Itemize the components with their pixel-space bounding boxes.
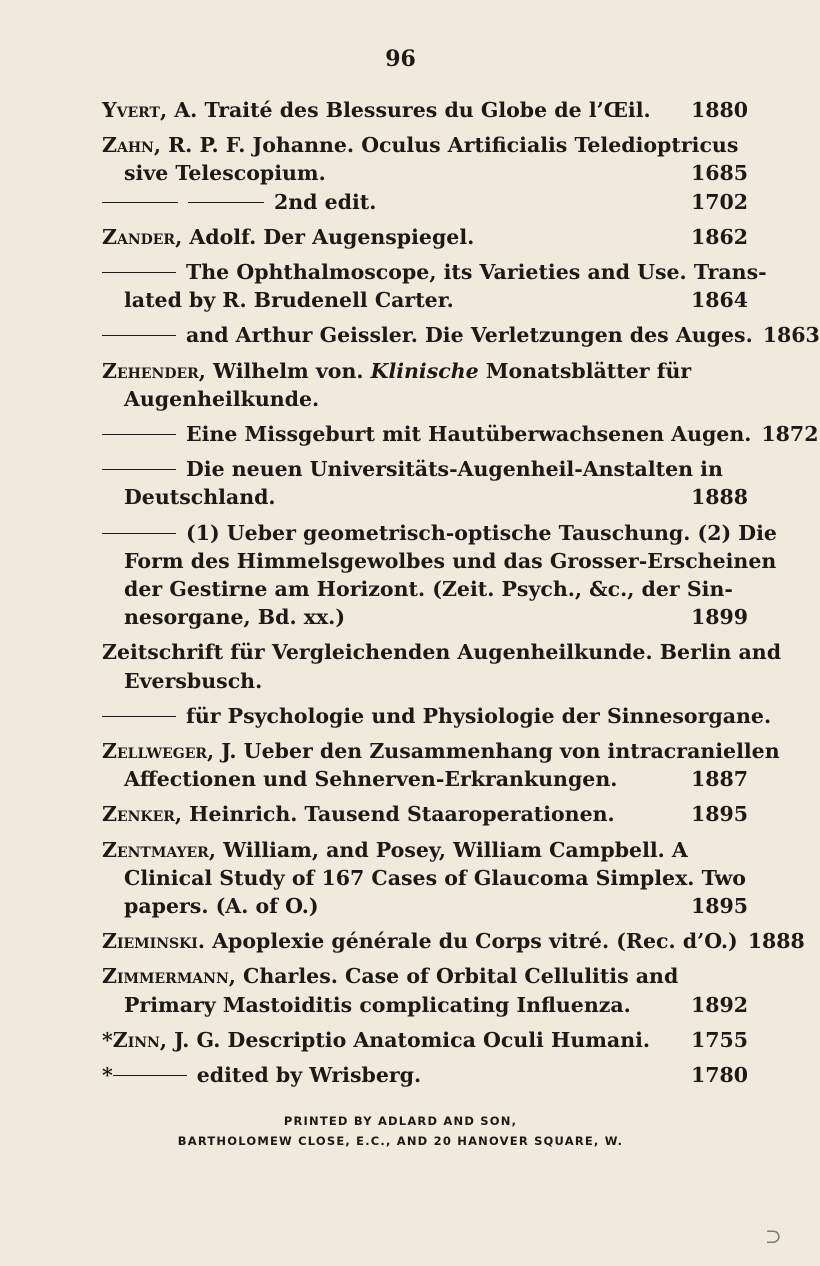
entry-year: 1862 xyxy=(690,224,748,249)
entry-line xyxy=(102,800,748,828)
entry-author: Zahn xyxy=(102,133,154,158)
entry-text xyxy=(102,836,738,864)
entry-author: Zander xyxy=(102,224,176,249)
entry-line xyxy=(102,892,748,920)
entry-author: Zinn xyxy=(112,1027,160,1052)
entry-line xyxy=(102,575,748,603)
bibliography-entry xyxy=(102,1026,748,1054)
entry-line xyxy=(102,159,748,187)
bibliography-entry xyxy=(102,223,748,251)
entry-text xyxy=(124,667,738,695)
ditto-dash xyxy=(102,457,186,481)
entry-text xyxy=(102,420,751,448)
entry-text xyxy=(102,357,738,385)
entry-year: 1888 xyxy=(690,485,748,510)
entry-author: Zimmermann xyxy=(102,964,229,989)
bibliography-entry xyxy=(102,258,767,314)
imprint-line-2: BARTHOLOMEW CLOSE, E.C., AND 20 HANOVER SQUARE, W. xyxy=(177,1134,624,1148)
ditto-dash xyxy=(102,260,186,284)
entry-line xyxy=(102,836,748,864)
entry-title: , A. Traité des Blessures du Globe de l’Œil. xyxy=(159,98,651,122)
bibliography-entry xyxy=(102,357,748,413)
entry-text-content: Form des Himmelsgewolbes und das Grosser-Erscheinen xyxy=(124,548,777,573)
entry-year: 1702 xyxy=(690,189,748,214)
entry-year: 1895 xyxy=(690,802,748,827)
entry-text-content: Affectionen und Sehnerven-Erkrankungen. xyxy=(124,767,618,792)
entry-title: , William, and Posey, William Campbell. A xyxy=(208,837,688,862)
entry-text xyxy=(102,96,681,124)
entry-line xyxy=(102,483,748,511)
entry-year: 1880 xyxy=(690,98,748,122)
ditto-dash xyxy=(102,190,274,214)
entry-text xyxy=(124,892,681,920)
entry-year: 1899 xyxy=(690,605,748,630)
bibliography-entry xyxy=(102,131,748,216)
entry-text xyxy=(102,638,781,666)
entry-text xyxy=(124,483,681,511)
entry-year: 1892 xyxy=(690,992,748,1017)
entry-text-content: lated by R. Brudenell Carter. xyxy=(124,288,454,313)
entry-line xyxy=(102,1026,748,1054)
entry-text xyxy=(102,737,780,765)
bibliography-entry xyxy=(102,519,777,632)
bibliography-entry xyxy=(102,638,782,694)
entry-line xyxy=(102,286,748,314)
ditto-dash xyxy=(102,422,186,446)
entry-title: . Apoplexie générale du Corps vitré. (Rec. d’O.) xyxy=(197,929,738,954)
bibliography-entry xyxy=(102,96,748,124)
entry-year: 1895 xyxy=(690,894,748,919)
entry-text xyxy=(102,188,681,216)
entry-year: 1864 xyxy=(690,288,748,313)
entry-line xyxy=(102,991,748,1019)
entry-text-content: der Gestirne am Horizont. (Zeit. Psych., &c., der Sin- xyxy=(124,577,733,602)
ditto-dash xyxy=(102,323,186,347)
entry-line xyxy=(102,547,777,575)
entry-text xyxy=(124,286,681,314)
bibliography-entry xyxy=(102,702,772,730)
page-number: 96 xyxy=(385,46,416,72)
entry-text-content: Primary Mastoiditis complicating Influenza. xyxy=(124,992,631,1017)
entry-author: Zellweger xyxy=(102,739,208,764)
entry-line xyxy=(102,357,748,385)
bibliography-entry xyxy=(102,962,748,1018)
entry-title: , R. P. F. Johanne. Oculus Artificialis Teledioptricus xyxy=(153,133,739,158)
entry-line xyxy=(102,188,748,216)
bibliography-entry xyxy=(102,455,748,511)
entry-text-content: Die neuen Universitäts-Augenheil-Anstalten in xyxy=(186,457,723,482)
entry-asterisk: * xyxy=(102,1027,113,1052)
entry-line xyxy=(102,737,780,765)
entry-italic-title: Klinische xyxy=(370,358,479,383)
entry-text xyxy=(102,131,738,159)
entry-text xyxy=(102,1026,681,1054)
bibliography-list xyxy=(102,96,820,1096)
entry-year: 1755 xyxy=(690,1027,748,1052)
entry-line xyxy=(102,223,748,251)
entry-author: Zentmayer xyxy=(102,837,209,862)
entry-line xyxy=(102,864,748,892)
entry-line xyxy=(102,321,820,349)
entry-title-cont: Monatsblätter für xyxy=(478,358,692,383)
ditto-dash xyxy=(113,1063,197,1087)
entry-text-content: papers. (A. of O.) xyxy=(124,894,319,919)
entry-year: 1887 xyxy=(690,767,748,792)
entry-text-content: (1) Ueber geometrisch-optische Tauschung. (2) Die xyxy=(186,520,777,545)
entry-text-content: nesorgane, Bd. xx.) xyxy=(124,605,346,630)
entry-text xyxy=(124,603,681,631)
bibliography-entry xyxy=(102,321,820,349)
entry-text xyxy=(102,702,771,730)
entry-text-content: für Psychologie und Physiologie der Sinnesorgane. xyxy=(186,703,772,728)
entry-line xyxy=(102,638,782,666)
bibliography-entry xyxy=(102,737,780,793)
entry-year: 1685 xyxy=(690,161,748,186)
entry-year: 1863 xyxy=(762,323,820,348)
entry-line xyxy=(102,1061,748,1089)
entry-line xyxy=(102,765,748,793)
entry-author: Yvert xyxy=(102,98,160,122)
printer-imprint xyxy=(0,1111,801,1151)
ditto-dash xyxy=(102,704,186,728)
entry-text xyxy=(102,927,738,955)
entry-text-content: Eversbusch. xyxy=(124,668,263,693)
ditto-dash xyxy=(102,521,186,545)
entry-author: Zenker xyxy=(102,802,175,827)
entry-line xyxy=(102,96,748,124)
entry-year: 1872 xyxy=(761,422,819,447)
entry-text xyxy=(102,455,738,483)
entry-text-content: sive Telescopium. xyxy=(124,161,326,186)
entry-text xyxy=(102,258,767,286)
entry-line xyxy=(102,258,767,286)
imprint-line-1: PRINTED BY ADLARD AND SON, xyxy=(283,1114,518,1128)
entry-author: Zehender xyxy=(102,358,199,383)
entry-text xyxy=(124,765,681,793)
entry-line xyxy=(102,702,772,730)
entry-text-content: Eine Missgeburt mit Hautüberwachsenen Augen. xyxy=(186,422,752,447)
pencil-mark-icon: ⊃ xyxy=(765,1224,782,1248)
entry-text xyxy=(102,321,753,349)
entry-text xyxy=(102,1061,681,1089)
entry-title: , Charles. Case of Orbital Cellulitis and xyxy=(228,964,679,989)
entry-line xyxy=(102,455,748,483)
entry-author: Zieminski xyxy=(102,929,198,954)
entry-text xyxy=(124,864,746,892)
entry-line xyxy=(102,603,748,631)
entry-title: , Heinrich. Tausend Staaroperationen. xyxy=(174,802,615,827)
entry-text-content: The Ophthalmoscope, its Varieties and Use. Trans- xyxy=(186,260,767,285)
entry-text-content: 2nd edit. xyxy=(274,189,377,214)
entry-text-content: edited by Wrisberg. xyxy=(196,1063,422,1088)
entry-line xyxy=(102,962,748,990)
entry-text-content: and Arthur Geissler. Die Verletzungen des Auges. xyxy=(186,323,753,348)
entry-title: , J. G. Descriptio Anatomica Oculi Humani. xyxy=(159,1027,651,1052)
entry-text-content: Deutschland. xyxy=(124,485,276,510)
entry-line xyxy=(102,131,748,159)
entry-text xyxy=(102,223,681,251)
entry-line xyxy=(102,667,748,695)
bibliography-entry xyxy=(102,927,805,955)
entry-text-content: Clinical Study of 167 Cases of Glaucoma Simplex. Two xyxy=(124,865,746,890)
entry-text-content: Zeitschrift für Vergleichenden Augenheilkunde. Berlin and xyxy=(102,640,782,665)
entry-year: 1780 xyxy=(690,1063,748,1088)
bibliography-entry xyxy=(102,1061,748,1089)
entry-text xyxy=(102,519,777,547)
entry-text xyxy=(124,575,738,603)
entry-text xyxy=(124,159,681,187)
entry-text xyxy=(124,991,681,1019)
entry-text xyxy=(124,547,776,575)
entry-line xyxy=(102,519,777,547)
entry-text xyxy=(102,962,738,990)
entry-year: 1888 xyxy=(747,929,805,954)
entry-text xyxy=(102,800,681,828)
entry-text-content: Augenheilkunde. xyxy=(124,386,320,411)
entry-line xyxy=(102,927,805,955)
entry-asterisk: * xyxy=(102,1063,113,1088)
bibliography-entry xyxy=(102,800,748,828)
entry-text xyxy=(124,385,738,413)
bibliography-entry xyxy=(102,836,748,921)
entry-title: , J. Ueber den Zusammenhang von intracraniellen xyxy=(207,739,780,764)
bibliography-entry xyxy=(102,420,819,448)
entry-title: , Wilhelm von. xyxy=(198,358,364,383)
entry-line xyxy=(102,385,748,413)
entry-line xyxy=(102,420,819,448)
entry-title: , Adolf. Der Augenspiegel. xyxy=(175,224,475,249)
